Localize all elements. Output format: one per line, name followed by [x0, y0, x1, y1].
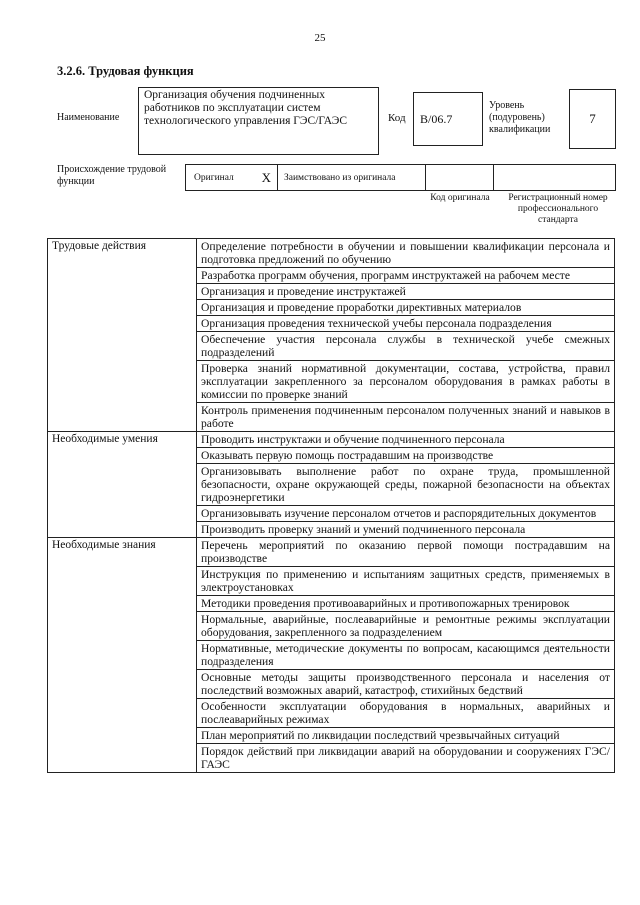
section-item: План мероприятий по ликвидации последствий чрезвычайных ситуаций: [197, 728, 615, 744]
reg-number-label: Регистрационный номер профессионального стандарта: [508, 193, 608, 225]
name-label: Наименование: [57, 112, 120, 123]
code-original-cell: [426, 165, 494, 190]
section-title: 3.2.6. Трудовая функция: [57, 64, 194, 78]
origin-label: Происхождение трудовой функции: [57, 164, 167, 187]
name-value: Организация обучения подчиненных работников по эксплуатации систем технологического управления ГЭС/ГАЭС: [144, 89, 348, 127]
original-mark: Х: [261, 169, 271, 185]
section-title-cell: Трудовые действия: [48, 239, 197, 432]
section-item: Основные методы защиты производственного персонала и населения от последствий возможных аварий, катастроф, стихийных бедствий: [197, 670, 615, 699]
table-row: [48, 239, 615, 268]
level-label: Уровень (подуровень) квалификации: [489, 100, 551, 135]
original-label: Оригинал: [194, 172, 234, 183]
section-title-cell: Необходимые умения: [48, 432, 197, 538]
section-item: Организация и проведение проработки директивных материалов: [197, 300, 615, 316]
section-item: Организовывать изучение персоналом отчетов и распорядительных документов: [197, 506, 615, 522]
section-item: Оказывать первую помощь пострадавшим на производстве: [197, 448, 615, 464]
section-item: Организация проведения технической учебы персонала подразделения: [197, 316, 615, 332]
section-item: Перечень мероприятий по оказанию первой помощи пострадавшим на производстве: [197, 538, 615, 567]
reg-number-cell: [494, 165, 615, 190]
table-row: [48, 432, 615, 448]
section-item: Порядок действий при ликвидации аварий на оборудовании и сооружениях ГЭС/ГАЭС: [197, 744, 615, 773]
section-title-cell: Необходимые знания: [48, 538, 197, 773]
level-value-box: [569, 89, 616, 149]
section-item: Нормальные, аварийные, послеаварийные и ремонтные режимы эксплуатации оборудования, закрепленного за подразделением: [197, 612, 615, 641]
code-original-label: Код оригинала: [430, 193, 490, 203]
section-item: Проверка знаний нормативной документации, состава, устройства, правил эксплуатации закрепленного за персоналом оборудования в рамках работы в комиссии по проверке знаний: [197, 361, 615, 403]
labor-function-table: [47, 238, 615, 773]
origin-original-cell: [186, 165, 278, 190]
section-item: Контроль применения подчиненным персоналом полученных знаний и навыков в работе: [197, 403, 615, 432]
section-item: Нормативные, методические документы по вопросам, касающимся деятельности подразделения: [197, 641, 615, 670]
section-item: Обеспечение участия персонала службы в технической учебе смежных подразделений: [197, 332, 615, 361]
section-item: Инструкция по применению и испытаниям защитных средств, применяемых в электроустановках: [197, 567, 615, 596]
code-label: Код: [388, 112, 406, 124]
section-item: Определение потребности в обучении и повышении квалификации персонала и подготовка предложений по обучению: [197, 239, 615, 268]
section-item: Разработка программ обучения, программ инструктажей на рабочем месте: [197, 268, 615, 284]
section-item: Организация и проведение инструктажей: [197, 284, 615, 300]
section-item: Особенности эксплуатации оборудования в нормальных, аварийных и послеаварийных режимах: [197, 699, 615, 728]
page-number: 25: [314, 32, 326, 44]
borrowed-cell: [278, 165, 426, 190]
section-item: Проводить инструктажи и обучение подчиненного персонала: [197, 432, 615, 448]
code-value-box: [413, 92, 483, 146]
level-value: 7: [589, 111, 596, 126]
borrowed-label: Заимствовано из оригинала: [284, 172, 396, 183]
table-row: [48, 538, 615, 567]
name-value-box: [138, 87, 379, 155]
code-value: В/06.7: [420, 111, 453, 126]
origin-row: [185, 164, 616, 191]
section-item: Производить проверку знаний и умений подчиненного персонала: [197, 522, 615, 538]
section-item: Методики проведения противоаварийных и противопожарных тренировок: [197, 596, 615, 612]
section-item: Организовывать выполнение работ по охране труда, промышленной безопасности, охране окружающей среды, пожарной безопасности на объектах гидроэнергетики: [197, 464, 615, 506]
